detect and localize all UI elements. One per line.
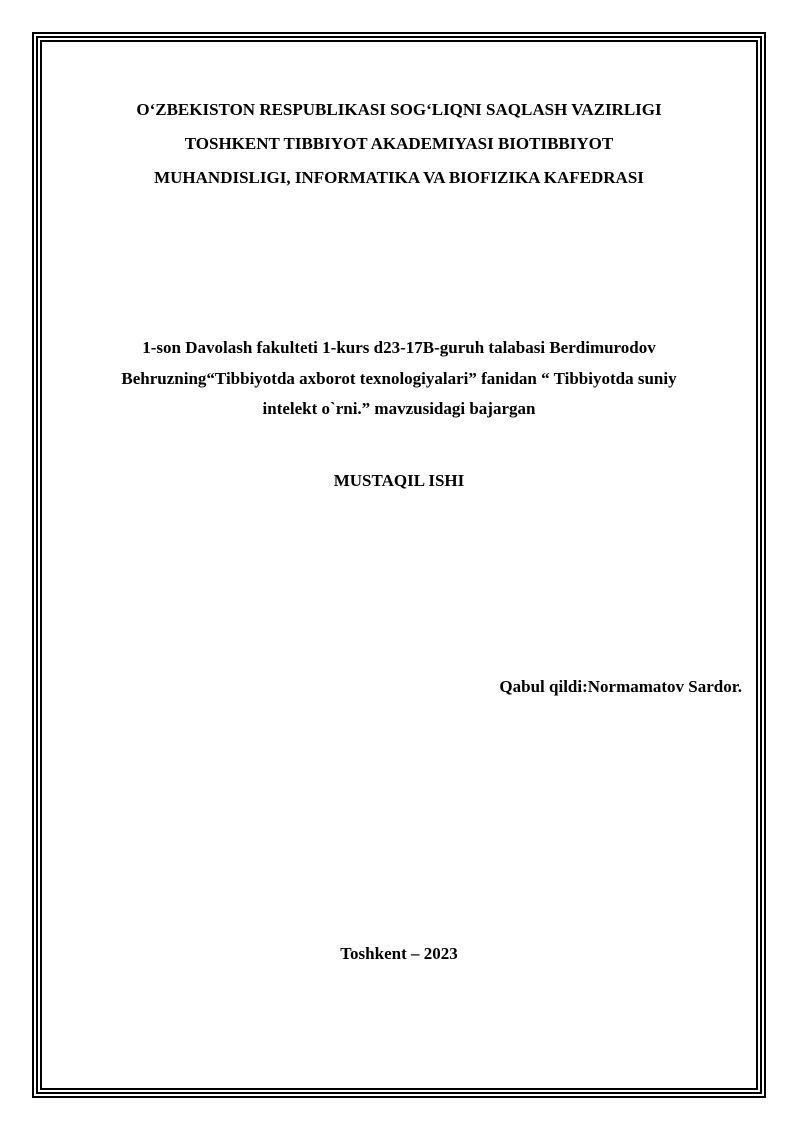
description-line-1: 1-son Davolash fakulteti 1-kurs d23-17B-guruh talabasi Berdimurodov (142, 338, 656, 357)
city-year: Toshkent – 2023 (340, 944, 458, 963)
accepted-by: Qabul qildi:Normamatov Sardor. (499, 677, 742, 696)
academy-title: TOSHKENT TIBBIYOT AKADEMIYASI BIOTIBBIYOT (184, 134, 614, 153)
description-line-2: Behruzning“Tibbiyotda axborot texnologiyalari” fanidan “ Tibbiyotda suniy (121, 369, 677, 388)
department-title: MUHANDISLIGI, INFORMATIKA VA BIOFIZIKA KAFEDRASI (154, 168, 644, 187)
ministry-title: O‘ZBEKISTON RESPUBLIKASI SOG‘LIQNI SAQLASH VAZIRLIGI (136, 100, 662, 119)
page-border-inner (40, 40, 758, 1090)
work-title: MUSTAQIL ISHI (333, 471, 465, 490)
description-line-3: intelekt o`rni.” mavzusidagi bajargan (262, 399, 536, 418)
